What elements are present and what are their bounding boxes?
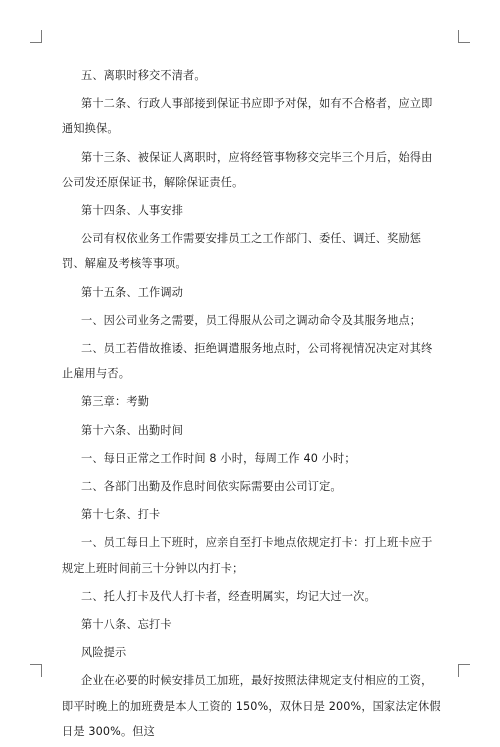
- paragraph: 第十七条、打卡: [81, 508, 161, 522]
- paragraph: 企业在必要的时候安排员工加班，最好按照法律规定支付相应的工资，即平时晚上的加班费是本人工资的 150%，双休日是 200%，国家法定休假日是 300%。但这: [62, 674, 441, 738]
- chapter-heading: 第三章：考勤: [81, 395, 150, 409]
- paragraph: 第十四条、人事安排: [81, 204, 184, 218]
- crop-mark-bottom-right-v: [458, 665, 459, 677]
- crop-mark-top-left-v: [41, 30, 42, 42]
- crop-mark-bottom-right-h: [458, 664, 470, 665]
- paragraph: 第十二条、行政人事部接到保证书应即予对保，如有不合格者，应立即通知换保。: [62, 97, 433, 136]
- paragraph: 第十八条、忘打卡: [81, 618, 172, 632]
- risk-tip-heading: 风险提示: [81, 646, 127, 660]
- paragraph: 一、因公司业务之需要，员工得服从公司之调动命令及其服务地点；: [81, 313, 422, 327]
- crop-mark-bottom-left-v: [41, 665, 42, 677]
- paragraph: 二、托人打卡及代人打卡者，经查明属实，均记大过一次。: [81, 589, 376, 603]
- paragraph: 第十六条、出勤时间: [81, 423, 184, 437]
- paragraph: 公司有权依业务工作需要安排员工之工作部门、委任、调迁、奖励惩罚、解雇及考核等事项。: [62, 232, 422, 271]
- crop-mark-top-right-h: [458, 42, 470, 43]
- paragraph: 二、员工若借故推诿、拒绝调遣服务地点时，公司将视情况决定对其终止雇用与否。: [62, 342, 433, 381]
- crop-mark-top-left-h: [30, 42, 42, 43]
- paragraph: 一、员工每日上下班时，应亲自至打卡地点依规定打卡：打上班卡应于规定上班时间前三十分钟以内打卡；: [62, 536, 433, 575]
- crop-mark-top-right-v: [458, 30, 459, 42]
- paragraph: 第十五条、工作调动: [81, 285, 184, 299]
- paragraph: 五、离职时移交不清者。: [81, 69, 206, 82]
- paragraph: 第十三条、被保证人离职时，应将经管事物移交完毕三个月后，始得由公司发还原保证书，解除保证责任。: [62, 150, 433, 189]
- document-body: [62, 63, 442, 747]
- paragraph: 二、各部门出勤及作息时间依实际需要由公司订定。: [81, 480, 342, 494]
- paragraph: 一、每日正常之工作时间 8 小时，每周工作 40 小时；: [81, 451, 356, 465]
